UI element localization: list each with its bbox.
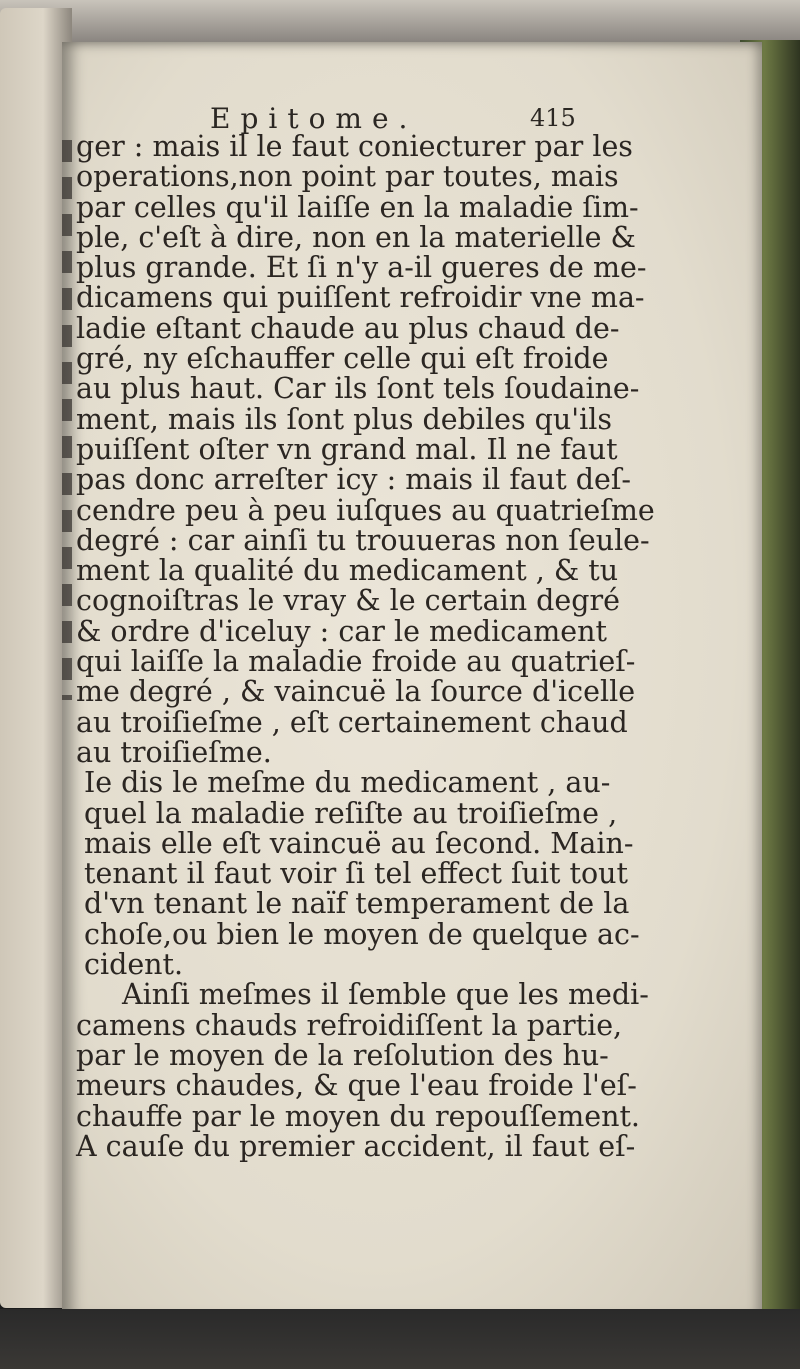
text-line: puiſſent oſter vn grand mal. Il ne faut bbox=[76, 432, 618, 466]
text-line: ger : mais il le faut coniecturer par les bbox=[76, 130, 633, 163]
text-line: au troiſieſme. bbox=[76, 735, 272, 769]
text-line: operations,non point par toutes, mais bbox=[76, 160, 619, 194]
text-line: cognoiſtras le vray & le certain degré bbox=[76, 584, 620, 618]
text-line: cident. bbox=[84, 948, 184, 982]
body-text bbox=[76, 132, 716, 1162]
text-line: Ie dis le meſme du medicament , au- bbox=[84, 766, 611, 800]
text-line: plus grande. Et ſi n'y a-il gueres de me- bbox=[76, 251, 647, 285]
text-line: au troiſieſme , eſt certainement chaud bbox=[76, 705, 628, 739]
gutter-marks bbox=[62, 140, 72, 700]
text-line: par celles qu'il laiſſe en la maladie ſim- bbox=[76, 190, 639, 224]
paragraph-3 bbox=[76, 980, 716, 1162]
text-line: tenant il faut voir ſi tel effect ſuit tout bbox=[84, 857, 628, 891]
text-line: meurs chaudes, & que l'eau froide l'eſ- bbox=[76, 1069, 637, 1103]
text-line: ple, c'eſt à dire, non en la materielle & bbox=[76, 220, 636, 254]
text-line: Ainſi meſmes il ſemble que les medi- bbox=[122, 978, 649, 1012]
text-line: ment, mais ils ſont plus debiles qu'ils bbox=[76, 402, 612, 436]
text-line: pas donc arreſter icy : mais il faut deſ- bbox=[76, 463, 632, 497]
paragraph-2 bbox=[76, 768, 716, 980]
text-line: me degré , & vaincuë la ſource d'icelle bbox=[76, 675, 636, 709]
text-line: degré : car ainſi tu trouueras non ſeule- bbox=[76, 523, 650, 557]
text-line: camens chauds refroidiſſent la partie, bbox=[76, 1008, 623, 1042]
text-line: choſe,ou bien le moyen de quelque ac- bbox=[84, 917, 640, 951]
scan-backdrop-bottom bbox=[0, 1309, 800, 1369]
running-title: Epitome. bbox=[210, 102, 418, 135]
text-line: gré, ny eſchauffer celle qui eſt froide bbox=[76, 342, 609, 376]
text-line: qui laiſſe la maladie froide au quatrieſ- bbox=[76, 645, 636, 679]
text-line: par le moyen de la reſolution des hu- bbox=[76, 1038, 609, 1072]
text-line: au plus haut. Car ils ſont tels ſoudaine- bbox=[76, 372, 640, 406]
text-line: & ordre d'iceluy : car le medicament bbox=[76, 614, 607, 648]
text-line: d'vn tenant le naïf temperament de la bbox=[84, 887, 630, 921]
page-number: 415 bbox=[530, 104, 576, 132]
text-line: cendre peu à peu iuſques au quatrieſme bbox=[76, 493, 655, 527]
paragraph-1 bbox=[76, 132, 716, 768]
text-line: chauffe par le moyen du repouſſement. bbox=[76, 1099, 640, 1133]
text-line: ladie eſtant chaude au plus chaud de- bbox=[76, 311, 620, 345]
text-line: mais elle eſt vaincuë au ſecond. Main- bbox=[84, 826, 634, 860]
text-line: A cauſe du premier accident, il faut eſ- bbox=[76, 1129, 636, 1163]
text-line: dicamens qui puiſſent refroidir vne ma- bbox=[76, 281, 645, 315]
text-line: ment la qualité du medicament , & tu bbox=[76, 554, 619, 588]
text-line: quel la maladie reſiſte au troiſieſme , bbox=[84, 796, 618, 830]
